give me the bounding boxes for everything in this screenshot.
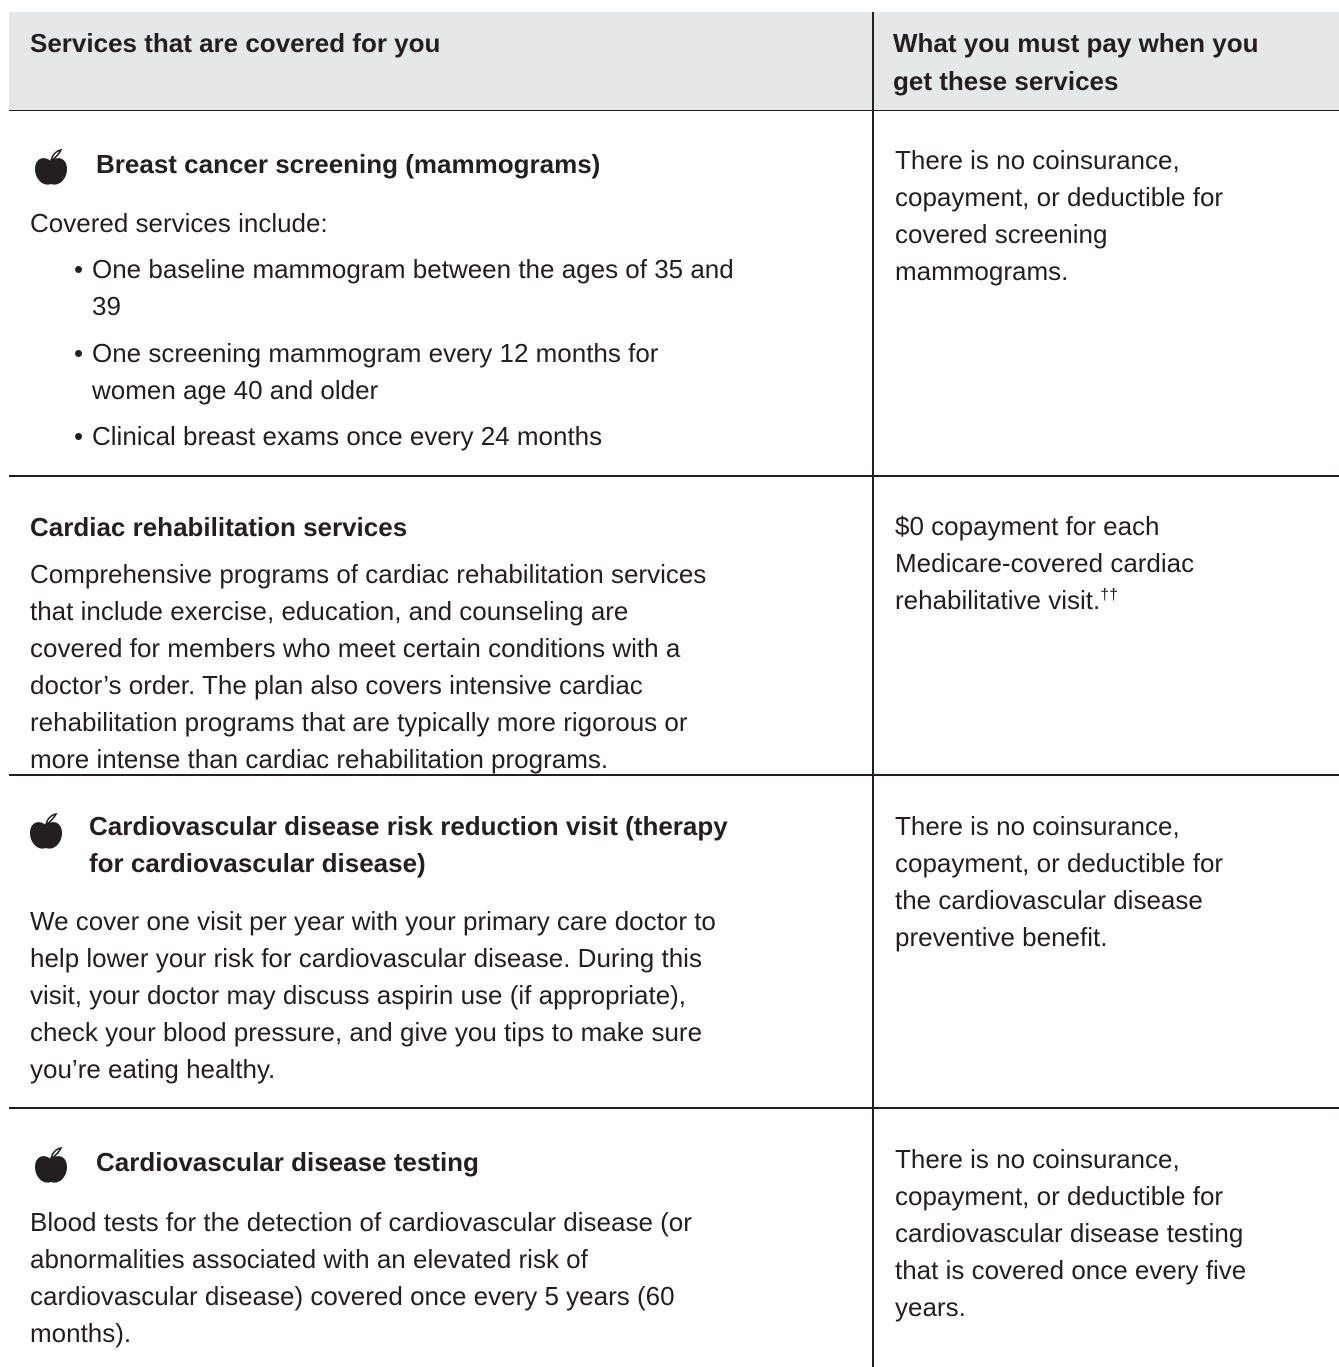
list-item-line: • One screening mammogram every 12 months for (92, 338, 659, 368)
row-divider (9, 1107, 1339, 1109)
cost-line: copayment, or deductible for (895, 848, 1224, 878)
cost-line: preventive benefit. (895, 922, 1108, 952)
header-services: Services that are covered for you (30, 28, 441, 58)
row-body (30, 556, 706, 778)
column-divider (872, 12, 874, 1367)
row-intro: Covered services include: (30, 208, 328, 238)
cost-line: There is no coinsurance, (895, 145, 1180, 175)
row-body (30, 903, 716, 1088)
body-line: visit, your doctor may discuss aspirin use (if appropriate), (30, 980, 687, 1010)
body-line: check your blood pressure, and give you tips to make sure (30, 1017, 703, 1047)
body-line: Blood tests for the detection of cardiovascular disease (or (30, 1207, 692, 1237)
body-line: covered for members who meet certain conditions with a (30, 633, 681, 663)
list-item (74, 418, 602, 455)
body-line: that include exercise, education, and counseling are (30, 596, 629, 626)
header-cost-line1: What you must pay when you (893, 28, 1259, 58)
cost-line: There is no coinsurance, (895, 1144, 1180, 1174)
cost-line: copayment, or deductible for (895, 1181, 1224, 1211)
body-line: abnormalities associated with an elevated risk of (30, 1244, 588, 1274)
footnote-marker: †† (1100, 586, 1118, 604)
title-line: Cardiovascular disease risk reduction visit (therapy (89, 811, 728, 841)
cost-line: Medicare-covered cardiac (895, 548, 1195, 578)
row-title-cv-testing: Cardiovascular disease testing (96, 1147, 479, 1177)
list-item-line: 39 (92, 291, 121, 321)
body-line: rehabilitation programs that are typically more rigorous or (30, 707, 688, 737)
body-line: help lower your risk for cardiovascular disease. During this (30, 943, 702, 973)
body-line: more intense than cardiac rehabilitation programs. (30, 744, 609, 774)
list-item (74, 335, 658, 409)
body-line: We cover one visit per year with your primary care doctor to (30, 906, 716, 936)
apple-icon (33, 1147, 69, 1185)
list-item-line: • Clinical breast exams once every 24 months (92, 421, 603, 451)
row-cost (895, 508, 1194, 619)
body-line: you’re eating healthy. (30, 1054, 276, 1084)
cost-line: mammograms. (895, 256, 1069, 286)
row-cost (895, 1141, 1246, 1326)
cost-line: that is covered once every five (895, 1255, 1247, 1285)
body-line: doctor’s order. The plan also covers intensive cardiac (30, 670, 643, 700)
header-cost (893, 24, 1258, 100)
list-item (74, 251, 734, 325)
row-title-breast-cancer: Breast cancer screening (mammograms) (96, 149, 601, 179)
cost-line: $0 copayment for each (895, 511, 1160, 541)
header-cost-line2: get these services (893, 66, 1119, 96)
cost-line (895, 582, 1194, 619)
cost-line: covered screening (895, 219, 1108, 249)
cost-line: There is no coinsurance, (895, 811, 1180, 841)
cost-line: copayment, or deductible for (895, 182, 1224, 212)
body-line: months). (30, 1318, 132, 1348)
row-divider (9, 774, 1339, 776)
body-line: cardiovascular disease) covered once every 5 years (60 (30, 1281, 675, 1311)
row-body (30, 1204, 692, 1352)
row-cost (895, 142, 1223, 290)
apple-icon (28, 813, 64, 851)
row-divider (9, 475, 1339, 477)
list-item-line: women age 40 and older (92, 375, 379, 405)
body-line: Comprehensive programs of cardiac rehabilitation services (30, 559, 707, 589)
row-title-cardiac-rehab: Cardiac rehabilitation services (30, 512, 408, 542)
row-title-cv-risk-visit (89, 808, 728, 882)
cost-line: years. (895, 1292, 966, 1322)
cost-line: cardiovascular disease testing (895, 1218, 1244, 1248)
list-item-line: • One baseline mammogram between the ages of 35 and (92, 254, 734, 284)
cost-text: rehabilitative visit. (895, 585, 1101, 615)
row-cost (895, 808, 1223, 956)
title-line: for cardiovascular disease) (89, 848, 426, 878)
cost-line: the cardiovascular disease (895, 885, 1203, 915)
apple-icon (33, 149, 69, 187)
